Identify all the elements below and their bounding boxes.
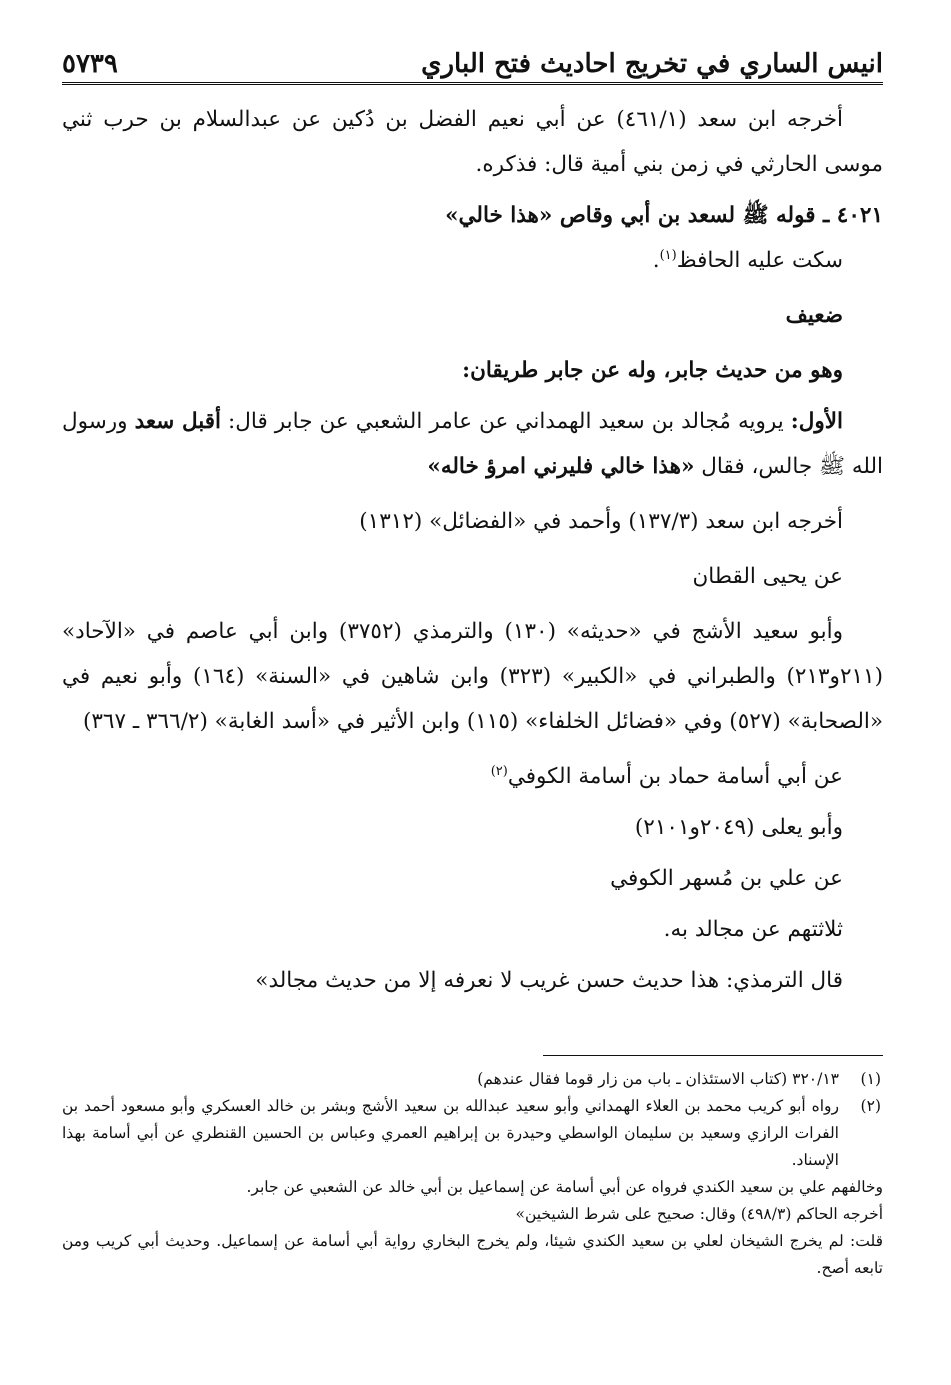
first-way-paragraph [62, 399, 883, 489]
footnotes [62, 1066, 883, 1282]
takhrij-abu-said: وأبو سعيد الأشج في «حديثه» (١٣٠) والترمذي (٣٧٥٢) وابن أبي عاصم في «الآحاد» (٢١١و٢١٣) والطبراني في «الكبير» (٣٢٣) وابن شاهين في «السنة» (١٦٤) وأبو نعيم في «الصحابة» (٥٢٧) وفي «فضائل الخلفاء» (١١٥) وابن الأثير في «أسد الغابة» (٣٦٦/٢ ـ ٣٦٧) [62, 619, 883, 734]
abu-usama-text: عن أبي أسامة حماد بن أسامة الكوفي [507, 764, 843, 789]
tirmidhi-quote: قال الترمذي: هذا حديث حسن غريب لا نعرفه إلا من حديث مجالد» [255, 968, 843, 993]
text-line: ثني موسى الحارثي في زمن بني أمية قال: فذكره. [62, 107, 883, 177]
hadith-heading [62, 193, 883, 238]
footnote-2 [62, 1093, 883, 1174]
text-line: أخرجه ابن سعد (٤٦١/١) عن أبي نعيم الفضل بن دُكين عن عبدالسلام بن حرب [103, 107, 843, 132]
footnote-continuation: قلت: لم يخرج الشيخان لعلي بن سعيد الكندي شيئا، ولم يخرج البخاري رواية أبي أسامة عن إسماعيل. وحديث أبي كريب ومن تابعه أصح. [62, 1232, 883, 1277]
footnote-divider [543, 1055, 883, 1056]
footnote-continuation: وخالفهم علي بن سعيد الكندي فرواه عن أبي أسامة عن إسماعيل بن أبي خالد عن الشعبي عن جابر. [246, 1178, 883, 1196]
takhrij-three: ثلاثتهم عن مجالد به. [663, 917, 843, 942]
footnote-1 [62, 1066, 883, 1093]
main-text [62, 97, 883, 1003]
period: . [652, 248, 660, 273]
takhrij-yahya: عن يحيى القطان [692, 564, 843, 589]
first-way-matn: أقبل سعد [134, 409, 221, 434]
takhrij-ali: عن علي بن مُسهر الكوفي [610, 866, 843, 891]
first-way-label: الأول: [790, 409, 843, 434]
running-title: انيس الساري في تخريج احاديث فتح الباري [421, 49, 883, 79]
first-way-matn-2: «هذا خالي فليرني امرؤ خاله» [427, 454, 695, 479]
footnote-number: (٢) [860, 1097, 881, 1115]
hadith-number: ٤٠٢١ ـ [823, 203, 883, 228]
footnote-number: (١) [860, 1070, 881, 1088]
footnote-text: ٣٢٠/١٣ (كتاب الاستئذان ـ باب من زار قوما فقال عندهم) [477, 1070, 839, 1088]
takhrij-abu-yala: وأبو يعلى (٢٠٤٩و٢١٠١) [634, 815, 843, 840]
footnote-ref[interactable]: (١) [659, 247, 677, 263]
footnote-ref[interactable]: (٢) [490, 763, 508, 779]
hafiz-note [62, 238, 883, 283]
takhrij-ibn-saad: أخرجه ابن سعد (١٣٧/٣) وأحمد في «الفضائل» (١٣١٢) [359, 509, 843, 534]
footnote-text: رواه أبو كريب محمد بن العلاء الهمداني وأبو سعيد عبدالله بن سعيد الأشج وبشر بن خالد العسكري وأبو مسعود أحمد بن الفرات الرازي وسعيد بن سليمان الواسطي وحيدرة بن إبراهيم العمري وعباس بن الحسين القنطري عن أبي أسامة بهذا الإسناد. [62, 1097, 839, 1169]
grade-label: ضعيف [785, 303, 843, 328]
paragraph-ibn-saad-isnad [62, 97, 883, 187]
takhrij-abu-usama [62, 754, 883, 799]
first-way-text-2: ورسول الله ﷺ جالس، فقال [62, 409, 883, 479]
page-header [62, 38, 883, 85]
hafiz-silence: سكت عليه الحافظ [676, 248, 843, 273]
page-number: ٥٧٣٩ [62, 49, 118, 79]
first-way-text: يرويه مُجالد بن سعيد الهمداني عن عامر الشعبي عن جابر قال: [228, 409, 784, 434]
hadith-text: قوله ﷺ لسعد بن أبي وقاص «هذا خالي» [445, 203, 816, 228]
ways-heading: وهو من حديث جابر، وله عن جابر طريقان: [462, 358, 843, 383]
footnote-continuation: أخرجه الحاكم (٤٩٨/٣) وقال: صحيح على شرط الشيخين» [515, 1205, 883, 1223]
